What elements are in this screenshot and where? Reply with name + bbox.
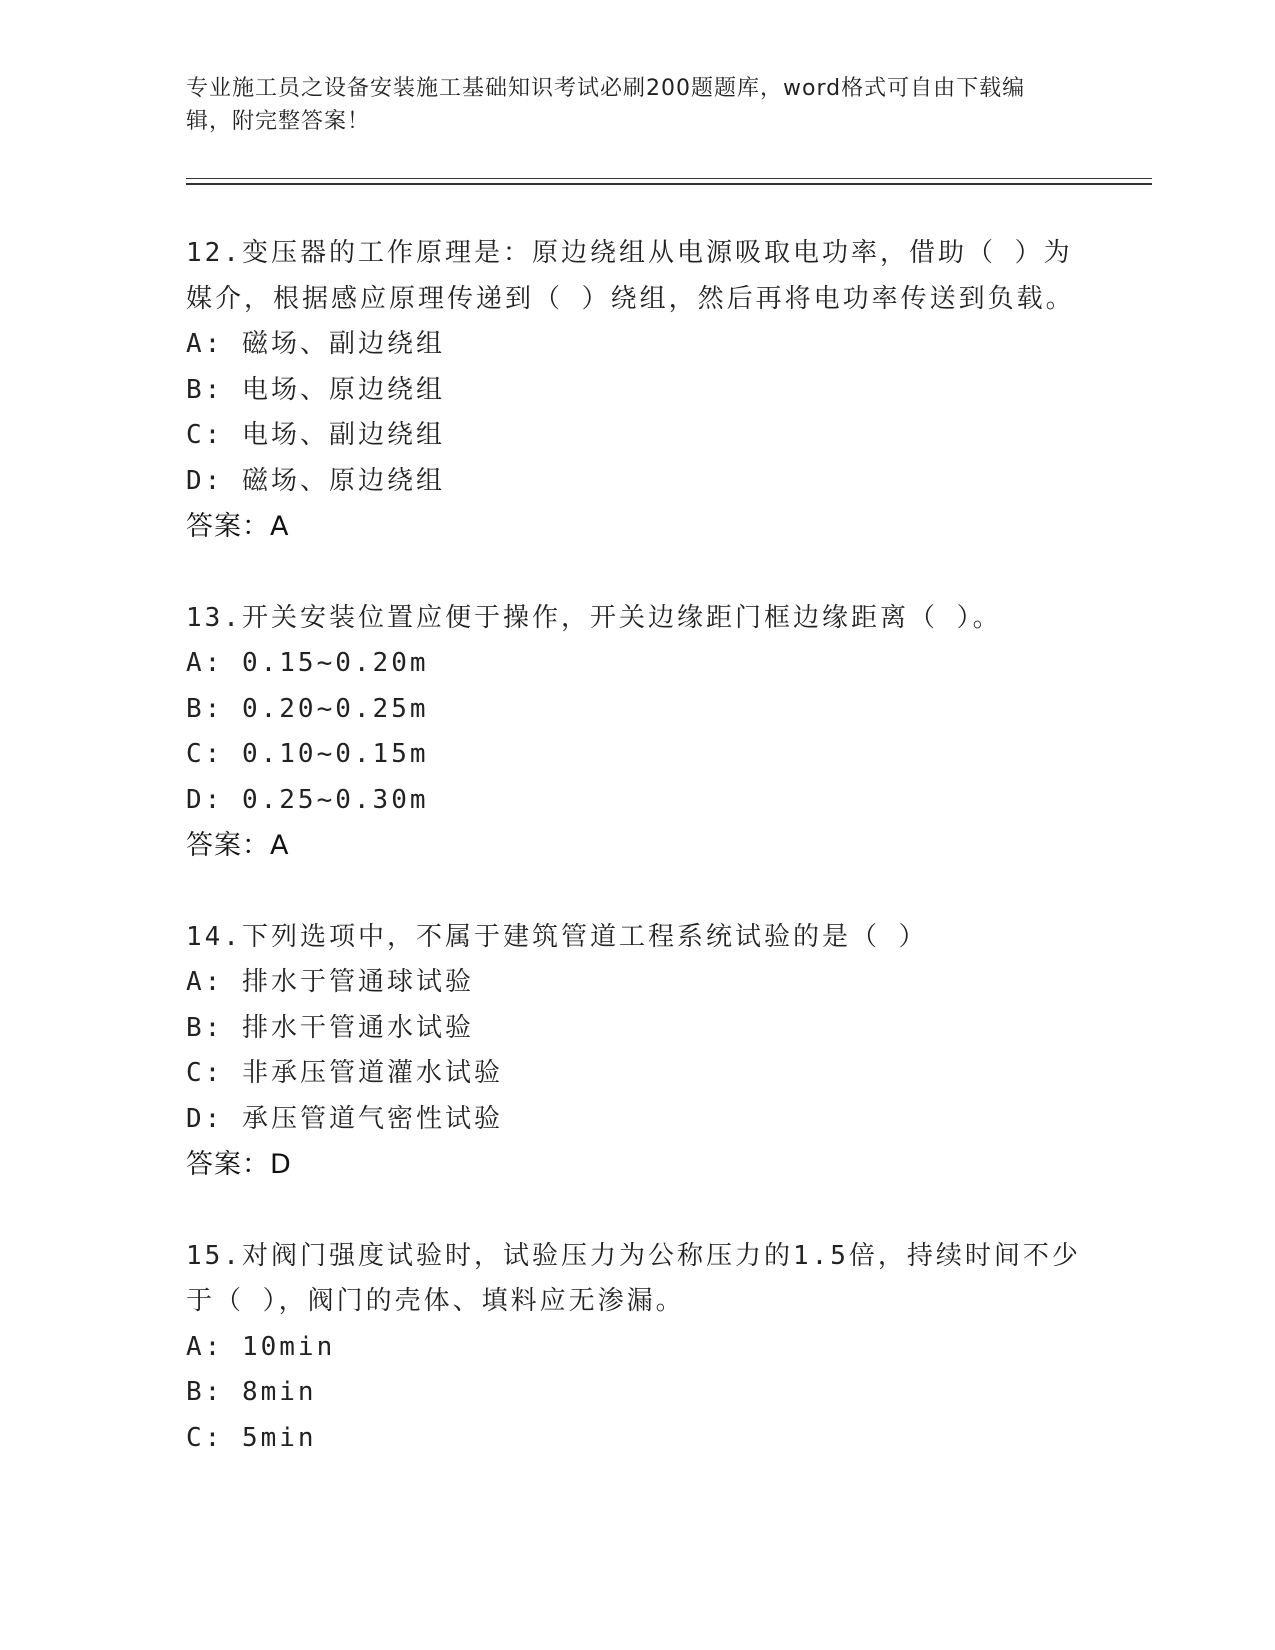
option-c bbox=[186, 1416, 1086, 1462]
question-13 bbox=[186, 596, 1086, 869]
option-key: C: bbox=[186, 739, 224, 769]
option-key: B: bbox=[186, 693, 224, 724]
option-key: D: bbox=[186, 784, 224, 815]
option-text: 10min bbox=[241, 1331, 336, 1362]
option-text: 0.15~0.20m bbox=[241, 648, 429, 678]
option-key: C: bbox=[186, 420, 224, 450]
option-text: 磁场、原边绕组 bbox=[241, 465, 445, 496]
header-divider-thick bbox=[186, 183, 1152, 185]
option-b bbox=[186, 687, 1086, 733]
option-c bbox=[186, 413, 1086, 459]
option-d bbox=[186, 1097, 1086, 1143]
option-a bbox=[186, 641, 1086, 687]
option-text: 非承压管道灌水试验 bbox=[241, 1058, 503, 1088]
option-text: 0.25~0.30m bbox=[241, 784, 429, 815]
question-12 bbox=[186, 231, 1086, 550]
document-header bbox=[186, 72, 1066, 138]
option-a bbox=[186, 960, 1086, 1006]
option-text: 排水于管通球试验 bbox=[241, 967, 474, 997]
answer-line: 答案：A bbox=[186, 511, 290, 542]
answer-line: 答案：A bbox=[186, 830, 290, 861]
option-key: C: bbox=[186, 1058, 224, 1088]
option-key: A: bbox=[186, 1331, 224, 1362]
option-text: 8min bbox=[241, 1377, 317, 1407]
option-key: D: bbox=[186, 1103, 224, 1134]
option-key: A: bbox=[186, 967, 224, 997]
question-text: 12.变压器的工作原理是：原边绕组从电源吸取电功率，借助（ ）为媒介，根据感应原理传递到（ ）绕组，然后再将电功率传送到负载。 bbox=[186, 238, 1075, 314]
option-key: D: bbox=[186, 465, 224, 496]
option-text: 5min bbox=[241, 1422, 317, 1453]
option-c bbox=[186, 732, 1086, 778]
question-list bbox=[186, 231, 1086, 1507]
option-d bbox=[186, 778, 1086, 824]
answer-line: 答案：D bbox=[186, 1149, 292, 1180]
header-title: 专业施工员之设备安装施工基础知识考试必刷200题题库，word格式可自由下载编辑，附完整答案！ bbox=[186, 76, 1026, 134]
option-text: 承压管道气密性试验 bbox=[241, 1103, 503, 1134]
option-text: 0.20~0.25m bbox=[241, 693, 429, 724]
option-key: B: bbox=[186, 374, 224, 405]
option-d bbox=[186, 459, 1086, 505]
option-key: A: bbox=[186, 648, 224, 678]
option-key: B: bbox=[186, 1377, 224, 1407]
option-b bbox=[186, 368, 1086, 414]
option-b bbox=[186, 1370, 1086, 1416]
option-b bbox=[186, 1006, 1086, 1052]
option-key: A: bbox=[186, 329, 224, 359]
option-a bbox=[186, 322, 1086, 368]
option-text: 电场、副边绕组 bbox=[241, 420, 445, 450]
question-text: 13.开关安装位置应便于操作，开关边缘距门框边缘距离（ ）。 bbox=[186, 602, 1002, 633]
question-14 bbox=[186, 915, 1086, 1188]
option-key: B: bbox=[186, 1012, 224, 1043]
question-text: 14.下列选项中，不属于建筑管道工程系统试验的是（ ） bbox=[186, 921, 928, 952]
question-15 bbox=[186, 1234, 1086, 1462]
question-text: 15.对阀门强度试验时，试验压力为公称压力的1.5倍，持续时间不少于（ ），阀门的壳体、填料应无渗漏。 bbox=[186, 1240, 1081, 1316]
option-key: C: bbox=[186, 1422, 224, 1453]
option-a bbox=[186, 1325, 1086, 1371]
option-text: 排水干管通水试验 bbox=[241, 1012, 474, 1043]
option-text: 电场、原边绕组 bbox=[241, 374, 445, 405]
option-text: 磁场、副边绕组 bbox=[241, 329, 445, 359]
option-text: 0.10~0.15m bbox=[241, 739, 429, 769]
header-divider-thin bbox=[186, 178, 1152, 179]
option-c bbox=[186, 1051, 1086, 1097]
